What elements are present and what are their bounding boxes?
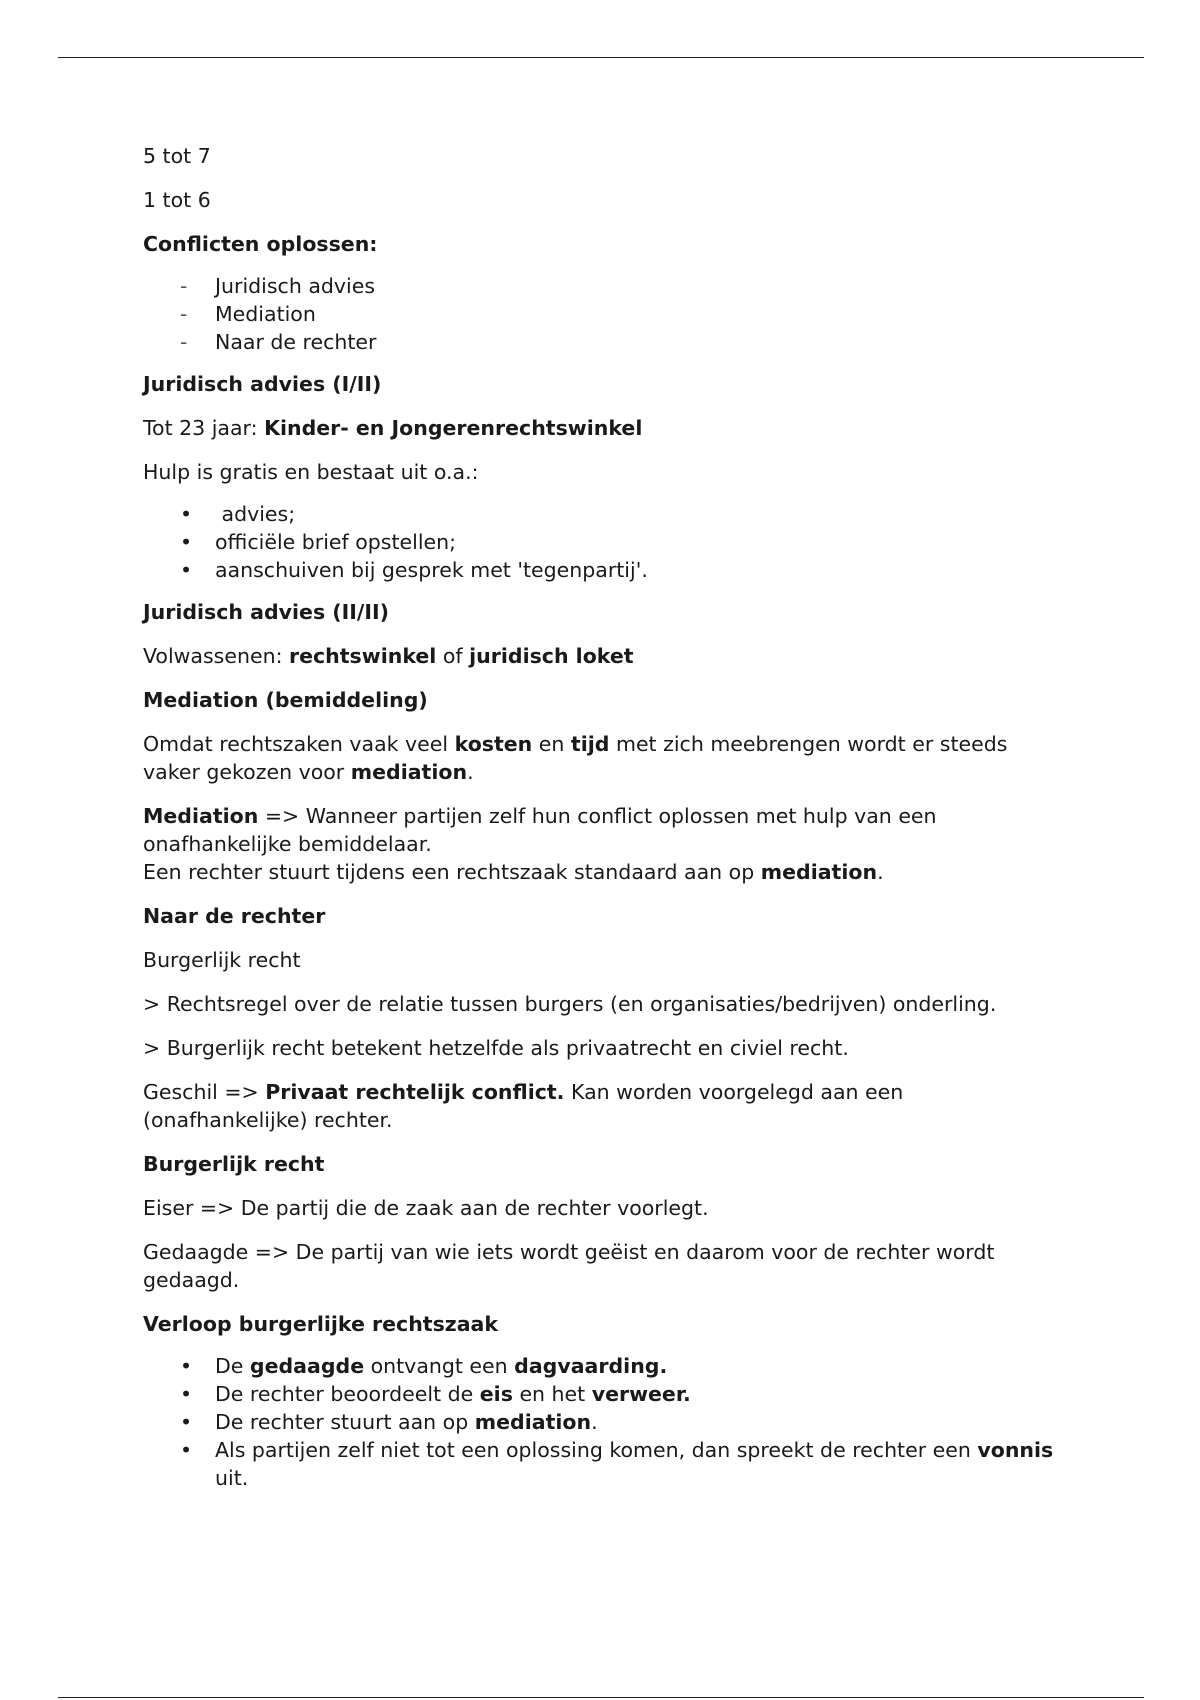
bullet-marker: • (180, 1438, 193, 1462)
dash-marker: - (180, 302, 188, 326)
paragraph: Hulp is gratis en bestaat uit o.a.: (143, 460, 479, 484)
intro-line: 1 tot 6 (143, 188, 211, 212)
document-body (143, 142, 1063, 1506)
paragraph: Volwassenen: rechtswinkel of juridisch loket (143, 644, 634, 668)
verloop-list (143, 1352, 1063, 1492)
bullet-marker: • (180, 558, 193, 582)
list-item: • De rechter beoordeelt de eis en het verweer. (180, 1382, 691, 1406)
list-item: • De gedaagde ontvangt een dagvaarding. (180, 1354, 668, 1378)
list-item: • De rechter stuurt aan op mediation. (180, 1410, 598, 1434)
paragraph: > Rechtsregel over de relatie tussen burgers (en organisaties/bedrijven) onderling. (143, 992, 997, 1016)
conflicten-list (143, 272, 1063, 356)
paragraph: Omdat rechtszaken vaak veel kosten en tijd met zich meebrengen wordt er steeds vaker gekozen voor mediation. (143, 732, 1008, 784)
dash-marker: - (180, 330, 188, 354)
help-list (143, 500, 1063, 584)
section-heading: Juridisch advies (II/II) (143, 600, 390, 624)
section-heading: Verloop burgerlijke rechtszaak (143, 1312, 499, 1336)
top-rule (58, 57, 1144, 58)
section-heading: Juridisch advies (I/II) (143, 372, 382, 396)
intro-line: 5 tot 7 (143, 144, 211, 168)
list-item: • advies; (180, 502, 296, 526)
bullet-marker: • (180, 1382, 193, 1406)
list-item: • officiële brief opstellen; (180, 530, 457, 554)
paragraph: > Burgerlijk recht betekent hetzelfde als privaatrecht en civiel recht. (143, 1036, 849, 1060)
list-item: - Naar de rechter (180, 330, 377, 354)
section-heading: Naar de rechter (143, 904, 326, 928)
bullet-marker: • (180, 502, 193, 526)
paragraph: Eiser => De partij die de zaak aan de rechter voorlegt. (143, 1196, 709, 1220)
paragraph: Tot 23 jaar: Kinder- en Jongerenrechtswinkel (143, 416, 643, 440)
paragraph: Mediation => Wanneer partijen zelf hun conflict oplossen met hulp van een onafhankelijke bemiddelaar. Een rechter stuurt tijdens een rechtszaak standaard aan op mediation. (143, 804, 937, 884)
section-heading: Burgerlijk recht (143, 1152, 325, 1176)
paragraph: Burgerlijk recht (143, 948, 301, 972)
section-heading: Conflicten oplossen: (143, 232, 378, 256)
list-item: - Mediation (180, 302, 316, 326)
list-item: • aanschuiven bij gesprek met 'tegenpartij'. (180, 558, 648, 582)
section-heading: Mediation (bemiddeling) (143, 688, 428, 712)
bullet-marker: • (180, 1354, 193, 1378)
list-item: • Als partijen zelf niet tot een oplossing komen, dan spreekt de rechter een vonnis uit. (180, 1438, 1054, 1490)
bullet-marker: • (180, 1410, 193, 1434)
bottom-rule (58, 1697, 1144, 1698)
paragraph: Geschil => Privaat rechtelijk conflict. Kan worden voorgelegd aan een (onafhankelijke) rechter. (143, 1080, 904, 1132)
bullet-marker: • (180, 530, 193, 554)
list-item: - Juridisch advies (180, 274, 376, 298)
dash-marker: - (180, 274, 188, 298)
paragraph: Gedaagde => De partij van wie iets wordt geëist en daarom voor de rechter wordt gedaagd. (143, 1240, 995, 1292)
